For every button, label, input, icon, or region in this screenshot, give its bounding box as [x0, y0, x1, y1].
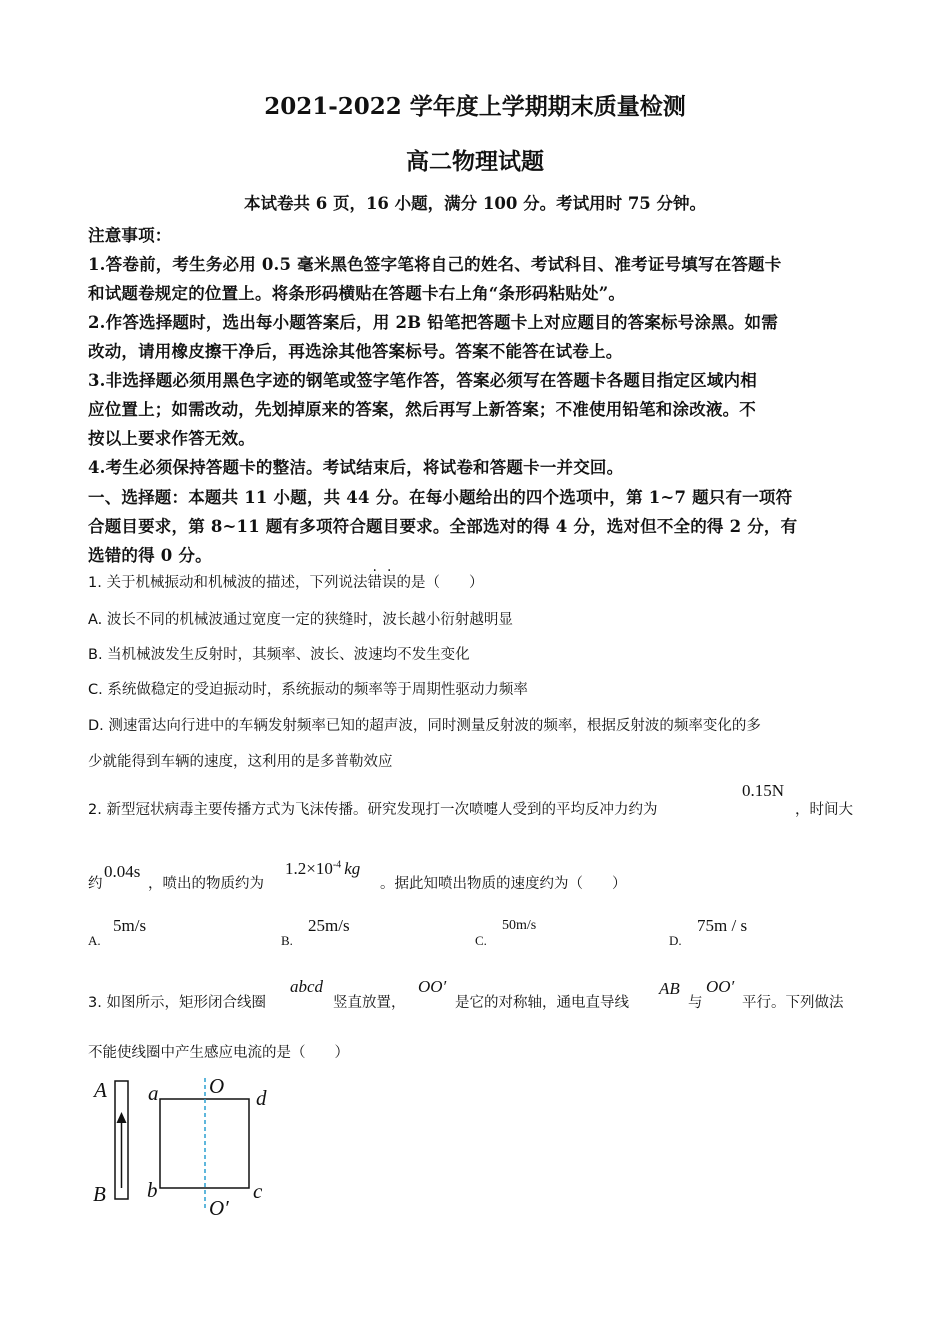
label-d: d — [256, 1086, 267, 1110]
q3-coil-label: abcd — [290, 977, 324, 996]
q1-option-a: A. 波长不同的机械波通过宽度一定的狭缝时，波长越小衍射越明显 — [88, 612, 513, 628]
label-b: b — [147, 1178, 158, 1202]
section1-intro: 合题目要求，第 8~11 题有多项符合题目要求。全部选对的得 4 分，选对但不全的得 2 分，有 — [88, 517, 798, 536]
notice-line: 4.考生必须保持答题卡的整洁。考试结束后，将试卷和答题卡一并交回。 — [88, 458, 624, 477]
q1-option-b: B. 当机械波发生反射时，其频率、波长、波速均不发生变化 — [88, 647, 470, 663]
q3-stem-p5: 平行。下列做法 — [742, 995, 844, 1011]
q3-stem-p1: 3. 如图所示，矩形闭合线圈 — [88, 995, 266, 1011]
q2-stem-line2-a: 约 — [88, 876, 103, 892]
q2-stem-line2-c: 。据此知喷出物质的速度约为（ ） — [380, 876, 627, 892]
label-B: B — [93, 1182, 106, 1206]
q3-stem-p3: 是它的对称轴，通电直导线 — [455, 995, 629, 1011]
section1-intro: 选错的得 0 分。 — [88, 546, 212, 565]
q2-stem-line2-b: ，喷出的物质约为 — [148, 876, 264, 892]
notice-line: 和试题卷规定的位置上。将条形码横贴在答题卡右上角“条形码粘贴处”。 — [88, 284, 626, 303]
q2-option-c-value: 50m/s — [502, 918, 537, 933]
q1-option-d: D. 测速雷达向行进中的车辆发射频率已知的超声波，同时测量反射波的频率，根据反射波的频率变化的多 — [88, 718, 761, 734]
label-c: c — [253, 1179, 263, 1203]
label-A: A — [94, 1078, 107, 1102]
q2-option-a-label: A. — [88, 933, 101, 948]
notice-line: 3.非选择题必须用黑色字迹的钢笔或签字笔作答，答案必须写在答题卡各题目指定区域内相 — [88, 371, 757, 390]
q1-option-c: C. 系统做稳定的受迫振动时，系统振动的频率等于周期性驱动力频率 — [88, 682, 528, 698]
q1-option-d-cont: 少就能得到车辆的速度，这利用的是多普勒效应 — [88, 754, 393, 770]
label-O-prime: O′ — [209, 1196, 229, 1220]
q1-stem: 1. 关于机械振动和机械波的描述，下列说法错误的是（ ） — [88, 575, 484, 591]
notice-line: 按以上要求作答无效。 — [88, 429, 255, 448]
notice-line: 2.作答选择题时，选出每小题答案后，用 2B 铅笔把答题卡上对应题目的答案标号涂黑。如需 — [88, 313, 778, 332]
exam-title: 2021-2022 学年度上学期期末质量检测 — [264, 93, 686, 120]
q3-wire-label: AB — [659, 979, 680, 998]
q2-option-b-value: 25m/s — [308, 916, 350, 935]
q2-option-c-label: C. — [475, 933, 487, 948]
notice-line: 改动，请用橡皮擦干净后，再选涂其他答案标号。答案不能答在试卷上。 — [88, 342, 623, 361]
q2-time: 0.04s — [104, 862, 141, 881]
q3-stem-line2: 不能使线圈中产生感应电流的是（ ） — [88, 1045, 349, 1061]
current-arrow-icon — [117, 1112, 127, 1123]
notice-heading: 注意事项： — [88, 226, 172, 245]
q2-option-a-value: 5m/s — [113, 916, 147, 935]
q3-figure — [85, 1070, 285, 1220]
label-O: O — [209, 1074, 225, 1098]
section1-intro: 一、选择题：本题共 11 小题，共 44 分。在每小题给出的四个选项中，第 1~7 题只有一项符 — [88, 488, 793, 507]
q2-mass: $1.2\times 10^{-4}$ kg — [285, 859, 361, 878]
q2-stem-line1-end: ，时间大 — [795, 802, 853, 818]
q2-option-d-label: D. — [669, 933, 682, 948]
q2-option-b-label: B. — [281, 933, 293, 948]
label-a: a — [148, 1081, 159, 1105]
exam-subject: 高二物理试题 — [406, 148, 544, 175]
exam-summary: 本试卷共 6 页，16 小题，满分 100 分。考试用时 75 分钟。 — [243, 194, 707, 213]
q3-axis-label-2: OO′ — [706, 977, 735, 996]
q2-force: 0.15N — [742, 781, 785, 800]
q2-option-d-value: 75m / s — [697, 916, 748, 935]
notice-line: 1.答卷前，考生务必用 0.5 毫米黑色签字笔将自己的姓名、考试科目、准考证号填写在答题卡 — [88, 255, 782, 274]
q3-stem-p2: 竖直放置， — [333, 995, 406, 1011]
q2-stem-line1: 2. 新型冠状病毒主要传播方式为飞沫传播。研究发现打一次喷嚏人受到的平均反冲力约为 — [88, 802, 658, 818]
notice-line: 应位置上；如需改动，先划掉原来的答案，然后再写上新答案；不准使用铅笔和涂改液。不 — [88, 400, 756, 419]
q3-axis-label: OO′ — [418, 977, 447, 996]
q3-stem-p4: 与 — [688, 995, 703, 1011]
